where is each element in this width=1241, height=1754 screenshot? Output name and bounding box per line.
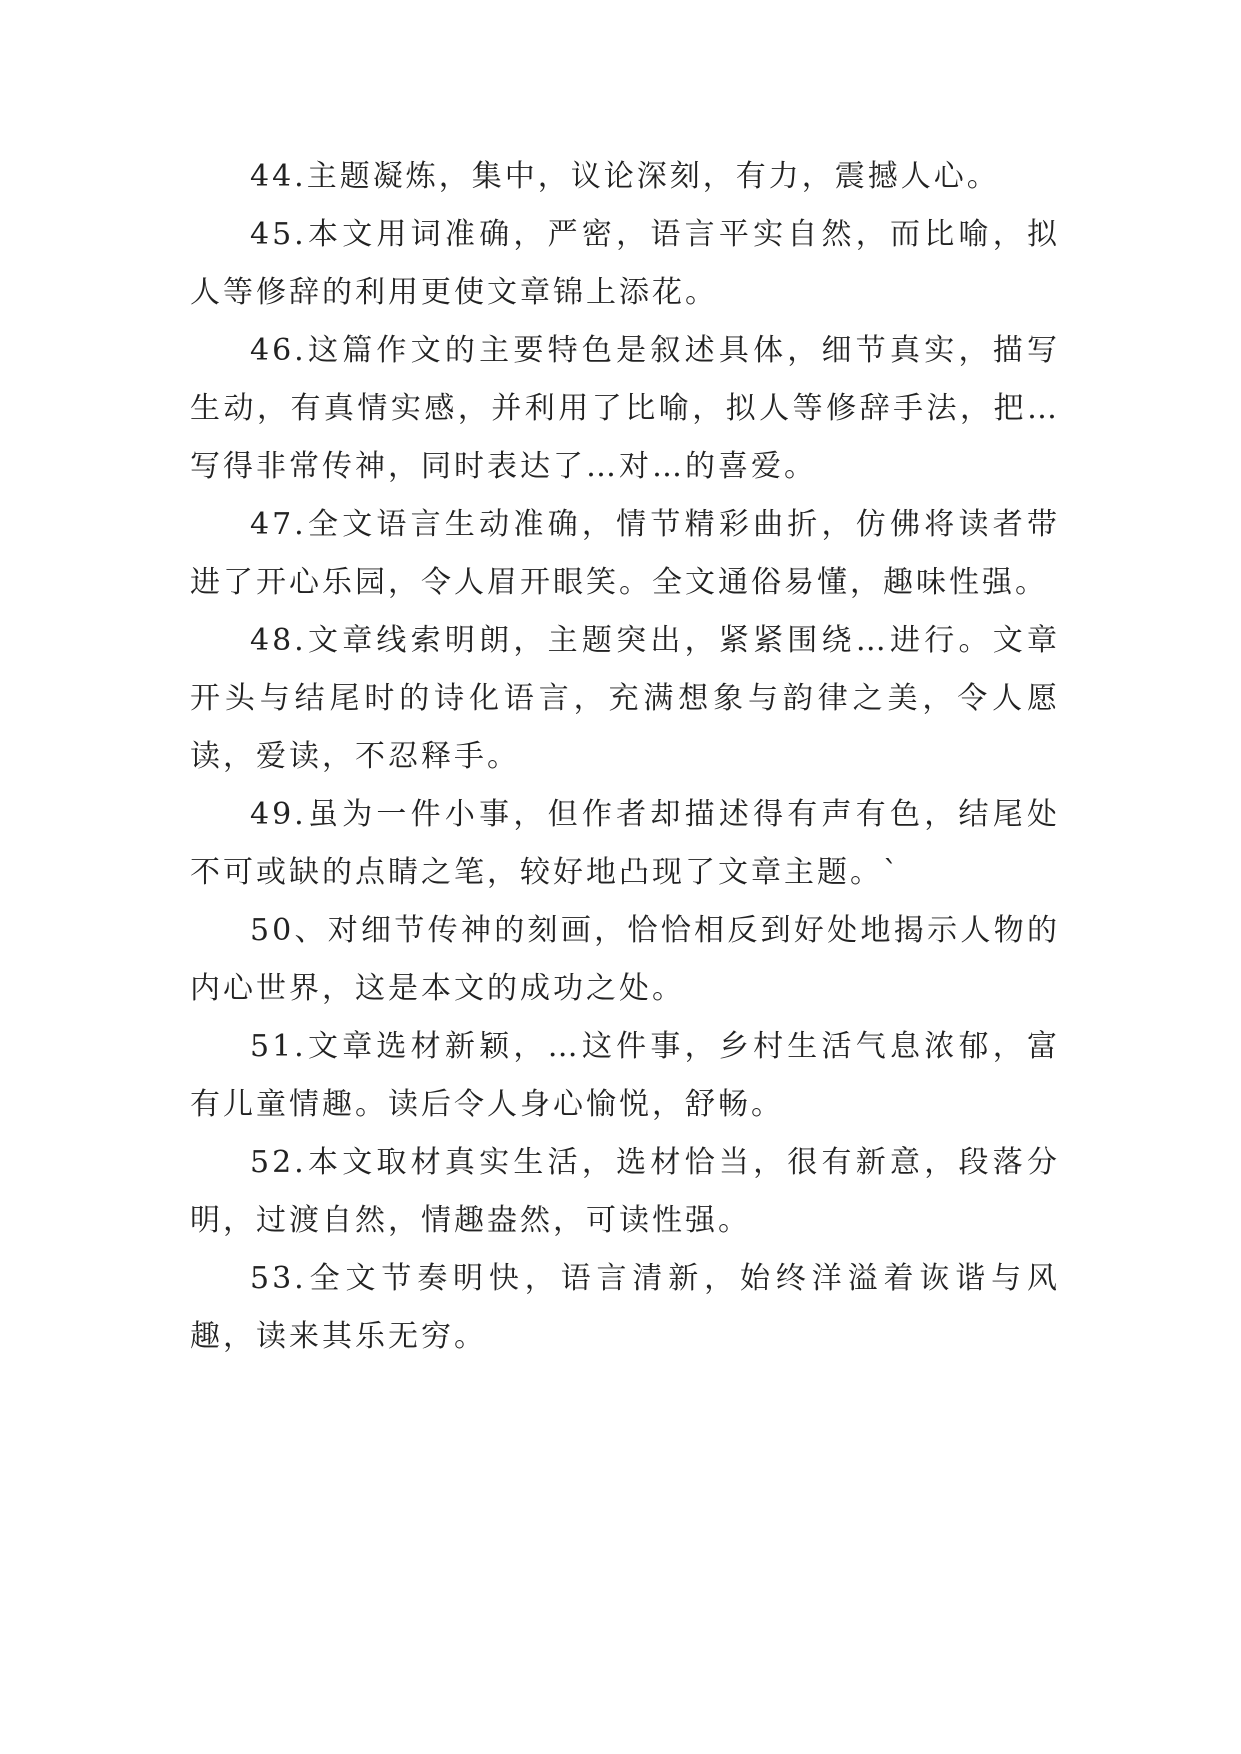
paragraph-46: 46.这篇作文的主要特色是叙述具体，细节真实，描写生动，有真情实感，并利用了比喻，拟人等修辞手法，把…写得非常传神，同时表达了…对…的喜爱。 bbox=[190, 333, 1060, 484]
paragraph-45: 45.本文用词准确，严密，语言平实自然，而比喻，拟人等修辞的利用更使文章锦上添花。 bbox=[190, 217, 1060, 310]
document-body bbox=[190, 148, 1060, 1366]
paragraph-44: 44.主题凝炼，集中，议论深刻，有力，震撼人心。 bbox=[250, 159, 1000, 194]
paragraph-53: 53.全文节奏明快，语言清新，始终洋溢着诙谐与风趣，读来其乐无穷。 bbox=[190, 1261, 1060, 1354]
paragraph-48: 48.文章线索明朗，主题突出，紧紧围绕…进行。文章开头与结尾时的诗化语言，充满想象与韵律之美，令人愿读，爱读，不忍释手。 bbox=[190, 623, 1060, 774]
paragraph-49: 49.虽为一件小事，但作者却描述得有声有色，结尾处不可或缺的点睛之笔，较好地凸现了文章主题。` bbox=[190, 797, 1060, 890]
paragraph-50: 50、对细节传神的刻画，恰恰相反到好处地揭示人物的内心世界，这是本文的成功之处。 bbox=[190, 913, 1060, 1006]
paragraph-47: 47.全文语言生动准确，情节精彩曲折，仿佛将读者带进了开心乐园，令人眉开眼笑。全文通俗易懂，趣味性强。 bbox=[190, 507, 1060, 600]
paragraph-52: 52.本文取材真实生活，选材恰当，很有新意，段落分明，过渡自然，情趣盎然，可读性强。 bbox=[190, 1145, 1060, 1238]
paragraph-51: 51.文章选材新颖，…这件事，乡村生活气息浓郁，富有儿童情趣。读后令人身心愉悦，舒畅。 bbox=[190, 1029, 1060, 1122]
